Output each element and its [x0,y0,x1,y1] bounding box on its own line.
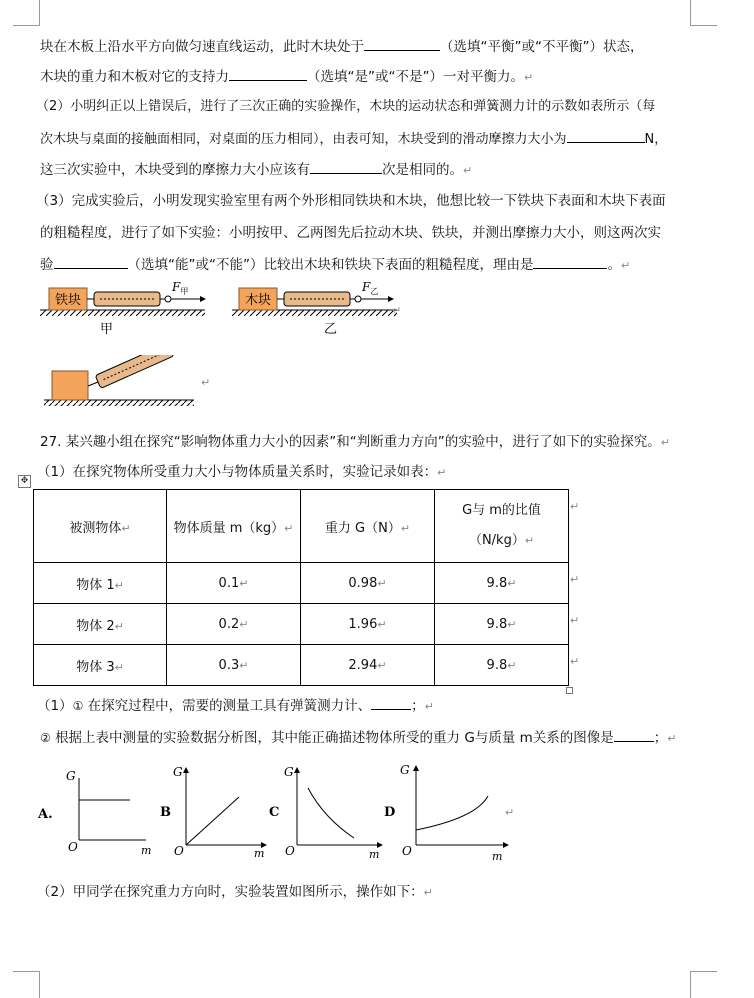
paragraph-mark-icon: ↵ [620,259,631,272]
inclined-pull-figure [40,355,210,413]
answer-blank[interactable] [310,159,382,174]
setup-b [232,280,397,337]
text-segment: 在探究过程中，需要的测量工具有弹簧测力计、 [87,698,372,714]
x-axis-label: m [369,848,380,861]
paragraph-mark-icon: ↵ [523,71,534,84]
text-segment: 根据上表中测量的实验数据分析图，其中能正确描述物体所受的重力 G与质量 m关系的图像是 [55,730,614,746]
paragraph-mark-icon: ↵ [423,886,433,899]
paragraph-mark-icon: ↵ [505,806,515,819]
paragraph-mark-icon: ↵ [201,376,211,389]
corner-mark-bottom-right [690,971,717,998]
question-27-title [40,432,670,453]
text-segment: 次是相同的。 [382,162,463,178]
pull-ring [165,296,171,302]
text-segment: ； [653,730,668,746]
ground-hatch [232,310,397,316]
table-cell: 1.96↵ [301,604,435,645]
paragraph-mark-icon: ↵ [463,164,473,177]
graph-d [384,763,506,863]
setup-a [40,280,206,337]
corner-mark-top-right [690,0,717,26]
table-cell: 9.8↵ [435,563,569,604]
table-cell: 0.1↵ [167,563,301,604]
text-line-3 [36,97,655,117]
y-axis-label: G [173,765,183,779]
text-segment: 的粗糙程度，进行了如下实验：小明按甲、乙两图先后拉动木块、铁块，并测出摩擦力大小，则这两次实 [40,225,661,241]
text-segment: （选填“是”或“不是”）一对平衡力。 [307,69,524,85]
table-cell: 物体 1↵ [34,563,167,604]
table-cell: 9.8↵ [435,604,569,645]
text-segment: （1） [37,698,73,714]
text-line-8 [40,254,630,276]
text-segment: （2）甲同学在探究重力方向时，实验装置如图所示，操作如下： [37,884,424,900]
answer-blank[interactable] [371,695,411,710]
option-letter: C [269,805,280,820]
answer-blank[interactable] [229,66,307,81]
force-label-b: $F_乙$ [362,280,379,296]
ground-hatch [44,400,194,406]
answer-blank[interactable] [567,128,645,143]
header-cell: G与 m的比值 （N/kg）↵ [435,490,569,563]
tilted-spring-scale [95,355,185,388]
text-segment: （选填“平衡”或“不平衡”）状态， [440,39,644,55]
text-line-5 [40,159,472,181]
block [52,371,88,400]
ground-hatch [40,310,205,316]
spring-scale [94,292,160,306]
text-line-2 [40,66,533,88]
wood-block-label: 木块 [244,293,272,308]
x-axis-label: m [141,844,152,857]
paragraph-mark-icon: ↵ [667,732,677,745]
answer-blank[interactable] [364,36,440,51]
text-segment: 块在木板上沿水平方向做匀速直线运动，此时木块处于 [40,39,364,55]
text-segment: （2）小明纠正以上错误后，进行了三次正确的实验操作，木块的运动状态和弹簧测力计的示数如表所示（每 [36,99,656,114]
table-cell: 9.8↵ [435,645,569,686]
header-cell: 重力 G（N）↵ [301,490,435,563]
circled-number: ① [72,699,84,713]
table-resize-handle[interactable] [566,687,573,694]
text-segment: 。 [607,257,621,273]
table-row [34,645,569,686]
sub-question-1 [37,695,434,717]
force-arrowhead-b [388,296,394,302]
data-table [33,489,569,686]
spring-scale [284,292,350,306]
friction-experiment-figure [40,280,410,338]
paragraph-mark-icon: ↵ [437,466,447,479]
y-axis-label: G [400,763,410,777]
text-segment: （3）完成实验后，小明发现实验室里有两个外形相同铁块和木块，他想比较一下铁块下表面和木块下表面 [36,193,666,209]
text-segment: 这三次实验中，木块受到的摩擦力大小应该有 [40,162,310,178]
text-line-6 [36,191,666,211]
text-segment: N， [644,132,668,147]
origin-label: O [68,840,78,854]
answer-blank[interactable] [533,254,607,269]
graph-a [37,769,151,857]
sub-question-2 [40,727,676,749]
question-27-part-1 [37,462,446,483]
table-cell: 2.94↵ [301,645,435,686]
table-cell: 0.3↵ [167,645,301,686]
table-row [34,563,569,604]
curve-c [308,788,354,838]
row-end-mark-icon: ↵ [570,614,580,627]
table-cell: 物体 2↵ [34,604,167,645]
text-line-7 [40,223,661,243]
force-label-a: $F_甲$ [172,280,189,296]
curve-d [416,796,488,830]
text-segment: 27. 某兴趣小组在探究“影响物体重力大小的因素”和“判断重力方向”的实验中，进行了如下的实验探究。 [40,434,661,450]
header-cell: 被测物体↵ [34,490,167,563]
question-part-2 [37,882,433,903]
text-segment: 木块的重力和木板对它的支持力 [40,69,229,85]
y-axis-label: G [284,765,294,779]
graph-b [160,765,264,860]
text-segment: ； [411,698,425,714]
text-line-4 [40,128,667,150]
text-line-1 [40,36,643,57]
origin-label: O [402,844,412,858]
table-header-row [34,490,569,563]
caption-a: 甲 [100,322,114,337]
iron-block-label: 铁块 [54,293,82,308]
row-end-mark-icon: ↵ [570,500,580,513]
answer-blank[interactable] [54,254,128,269]
table-row [34,604,569,645]
paragraph-mark-icon: ↵ [660,436,670,449]
table-cell: 物体 3↵ [34,645,167,686]
table-cell: 0.98↵ [301,563,435,604]
table-move-handle-icon[interactable]: ✥ [18,475,31,488]
header-cell: 物体质量 m（kg）↵ [167,490,301,563]
pull-ring [355,296,361,302]
table-cell: 0.2↵ [167,604,301,645]
corner-mark-top-left [13,0,40,26]
corner-mark-bottom-left [13,971,40,998]
g-m-graph-options [36,760,516,870]
origin-label: O [285,844,295,858]
paragraph-mark-icon: ↵ [392,304,402,317]
origin-label: O [174,844,184,858]
circled-number: ② [40,731,51,745]
text-segment: （选填“能”或“不能”）比较出木块和铁块下表面的粗糙程度，理由是 [127,257,534,273]
paragraph-mark-icon: ↵ [424,700,434,713]
option-letter: B [160,805,171,820]
text-segment: 验 [40,257,54,273]
curve-b [186,797,239,845]
row-end-mark-icon: ↵ [570,655,580,668]
option-letter: A. [38,807,53,822]
answer-blank[interactable] [614,727,654,742]
option-letter: D [384,805,396,820]
x-axis-label: m [492,850,503,863]
caption-b: 乙 [324,322,338,337]
y-axis-label: G [66,769,76,783]
x-axis-label: m [254,847,265,860]
row-end-mark-icon: ↵ [570,573,580,586]
text-segment: （1）在探究物体所受重力大小与物体质量关系时，实验记录如表： [37,464,438,480]
graph-c [269,765,380,861]
force-arrowhead-a [200,296,206,302]
text-segment: 次木块与桌面的接触面相同，对桌面的压力相同），由表可知，木块受到的滑动摩擦力大小为 [40,132,567,147]
hook [88,382,98,386]
